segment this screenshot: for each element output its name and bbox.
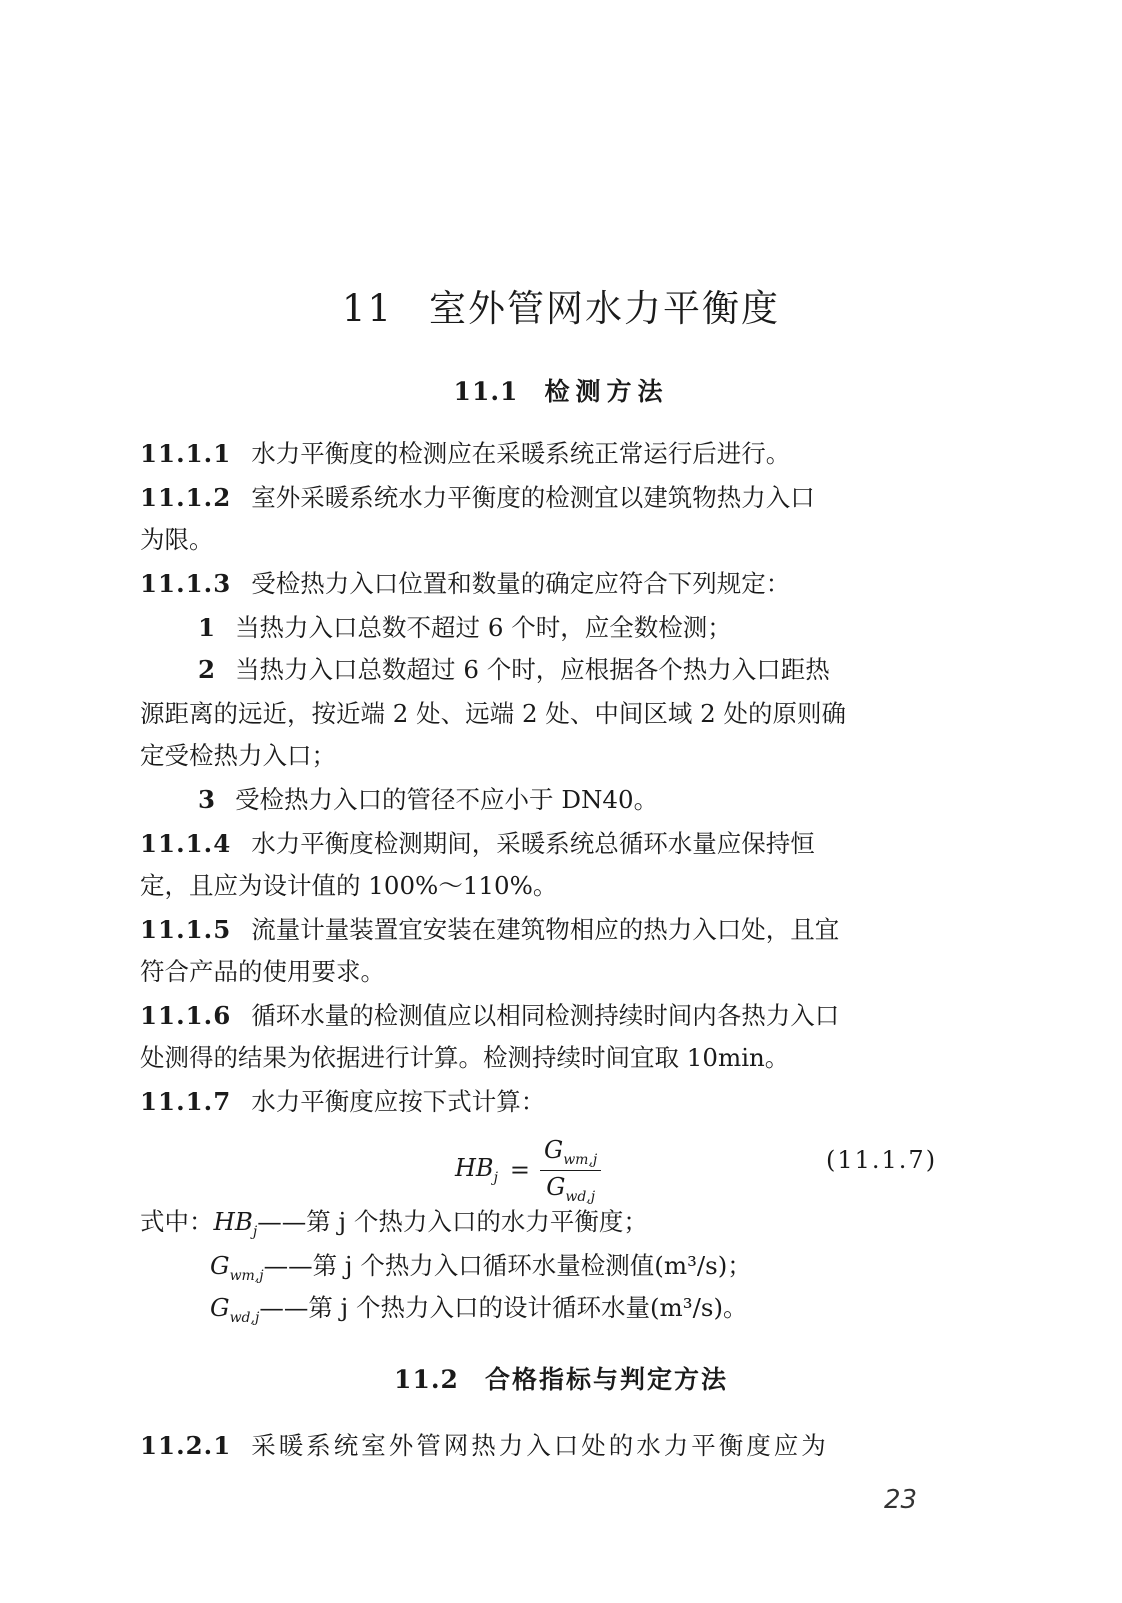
clause-text: 采暖系统室外管网热力入口处的水力平衡度应为	[251, 1431, 829, 1460]
formula-equals: =	[509, 1156, 531, 1184]
definition-lead: 式中：	[140, 1207, 214, 1236]
clause-number: 11.1.3	[140, 569, 232, 598]
formula-number: (11.1.7)	[826, 1146, 938, 1174]
clause-number: 11.2.1	[140, 1431, 232, 1460]
item-text: 受检热力入口的管径不应小于 DN40。	[235, 785, 659, 814]
item-text-continuation: 定受检热力入口；	[140, 741, 336, 770]
clause-text: 水力平衡度检测期间，采暖系统总循环水量应保持恒	[251, 829, 815, 858]
clause-11-2-1	[140, 1426, 950, 1466]
item-number: 2	[198, 655, 216, 684]
definition-gwd	[210, 1288, 748, 1338]
section-number: 11.2	[394, 1365, 459, 1394]
item-text-continuation: 源距离的远近，按近端 2 处、远端 2 处、中间区域 2 处的原则确	[140, 699, 846, 728]
definition-symbol: G	[210, 1293, 230, 1322]
formula-fraction	[540, 1136, 601, 1205]
item-number: 3	[198, 785, 216, 814]
section-name: 检测方法	[544, 377, 669, 406]
definition-text: ——第 j 个热力入口循环水量检测值(m³/s)；	[263, 1251, 752, 1280]
clause-text-continuation: 符合产品的使用要求。	[140, 957, 385, 986]
list-item-1	[198, 608, 958, 648]
chapter-number: 11	[341, 287, 394, 330]
clause-text: 室外采暖系统水力平衡度的检测宜以建筑物热力入口	[251, 483, 815, 512]
section-title-11-2	[0, 1360, 1122, 1396]
denominator-subscript: wd,j	[565, 1188, 596, 1205]
clause-11-1-6	[140, 996, 950, 1036]
definition-symbol: HB	[213, 1207, 253, 1236]
clause-text-continuation: 处测得的结果为依据进行计算。检测持续时间宜取 10min。	[140, 1043, 790, 1072]
clause-text: 受检热力入口位置和数量的确定应符合下列规定：	[251, 569, 791, 598]
definition-text: ——第 j 个热力入口的水力平衡度；	[257, 1207, 648, 1236]
formula-lhs-subscript: j	[493, 1169, 498, 1186]
clause-text: 流量计量装置宜安装在建筑物相应的热力入口处，且宜	[251, 915, 840, 944]
clause-text-continuation: 定，且应为设计值的 100%～110%。	[140, 871, 558, 900]
clause-11-1-4	[140, 824, 950, 864]
definition-subscript: j	[252, 1223, 258, 1240]
section-name: 合格指标与判定方法	[484, 1365, 728, 1394]
formula-denominator	[542, 1171, 599, 1205]
list-item-3	[198, 780, 958, 820]
clause-11-1-5	[140, 910, 950, 950]
definition-text: ——第 j 个热力入口的设计循环水量(m³/s)。	[259, 1293, 748, 1322]
list-item-2	[198, 650, 958, 690]
clause-text-continuation: 为限。	[140, 525, 214, 554]
definition-subscript: wd,j	[229, 1309, 260, 1326]
clause-number: 11.1.1	[140, 439, 232, 468]
denominator-symbol: G	[546, 1172, 566, 1201]
item-text: 当热力入口总数不超过 6 个时，应全数检测；	[235, 613, 732, 642]
section-title-11-1	[0, 372, 1122, 408]
clause-text: 水力平衡度应按下式计算：	[251, 1087, 546, 1116]
clause-text: 循环水量的检测值应以相同检测持续时间内各热力入口	[251, 1001, 840, 1030]
clause-number: 11.1.7	[140, 1087, 232, 1116]
numerator-symbol: G	[544, 1135, 564, 1164]
clause-11-1-3	[140, 564, 950, 604]
clause-11-1-1	[140, 434, 950, 474]
item-text: 当热力入口总数超过 6 个时，应根据各个热力入口距热	[235, 655, 830, 684]
page-number: 23	[884, 1485, 918, 1515]
clause-11-1-7	[140, 1082, 950, 1122]
clause-number: 11.1.2	[140, 483, 232, 512]
clause-11-1-2	[140, 478, 950, 518]
clause-text: 水力平衡度的检测应在采暖系统正常运行后进行。	[251, 439, 791, 468]
definition-hb	[140, 1202, 648, 1252]
formula-lhs-symbol: HB	[455, 1154, 494, 1183]
definition-subscript: wm,j	[229, 1267, 264, 1284]
formula-11-1-7	[455, 1135, 601, 1205]
item-number: 1	[198, 613, 216, 642]
chapter-name: 室外管网水力平衡度	[429, 287, 781, 330]
definition-symbol: G	[210, 1251, 230, 1280]
clause-number: 11.1.5	[140, 915, 232, 944]
section-number: 11.1	[453, 377, 519, 406]
formula-lhs	[455, 1154, 498, 1186]
clause-number: 11.1.6	[140, 1001, 232, 1030]
formula-numerator	[540, 1136, 601, 1171]
clause-number: 11.1.4	[140, 829, 232, 858]
chapter-title	[0, 278, 1122, 332]
numerator-subscript: wm,j	[563, 1151, 598, 1168]
